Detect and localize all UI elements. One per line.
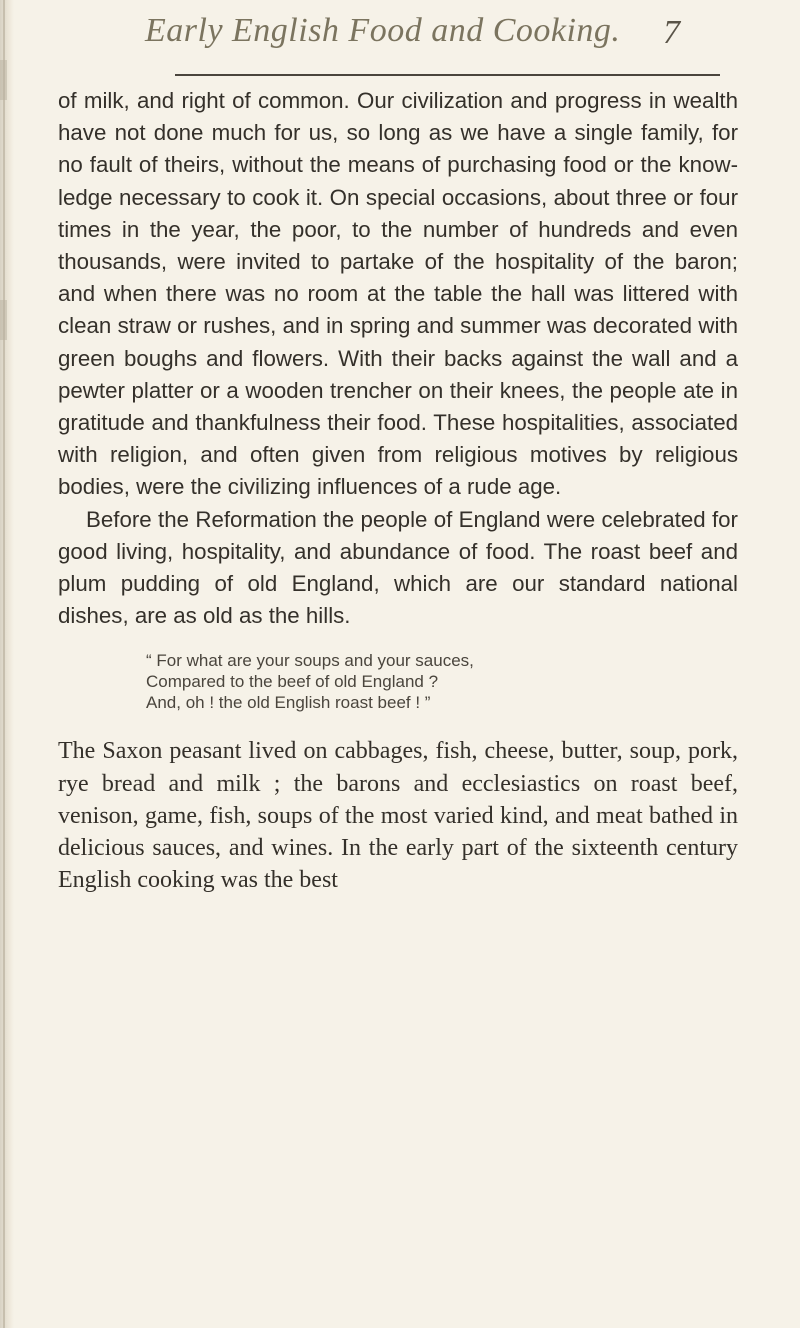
paragraph-3: The Saxon peasant lived on cabbages, fish, cheese, butter, soup, pork, rye bread and milk ; the barons and ecclesiastics on roast beef, venison, game, fish, soups of the most varied kind, and meat bathed in delicious sauces, and wines. In the early part of the sixteenth century English cooking was the best (58, 738, 738, 894)
page-gutter (0, 0, 14, 1328)
running-head (145, 10, 685, 60)
verse-line-3: And, oh ! the old English roast beef ! ” (146, 693, 431, 713)
verse-quotation (142, 650, 738, 713)
binding-shadow (0, 300, 7, 340)
binding-shadow (0, 60, 7, 100)
header-rule (175, 74, 720, 76)
binding-edge (3, 0, 5, 1328)
verse-line-2: Compared to the beef of old England ? (146, 672, 439, 692)
running-title: Early English Food and Cooking. (145, 12, 621, 49)
body-text (58, 85, 738, 896)
paragraph-2: Before the Reformation the people of England were celebrated for good living, hospitality, and abundance of food. The roast beef and plum pudding of old England, which are our standard national dishes, are as old as the hills. (58, 506, 738, 629)
verse-line-1: “ For what are your soups and your sauces, (146, 651, 474, 671)
paragraph-1: of milk, and right of common. Our civilization and progress in wealth have not done much for us, so long as we have a single family, for no fault of theirs, without the means of purchasing food or the know-ledge necessary to cook it. On special occasions, about three or four times in the year, the poor, to the number of hundreds and even thousands, were invited to partake of the hospitality of the baron; and when there was no room at the table the hall was littered with clean straw or rushes, and in spring and summer was decorated with green boughs and flowers. With their backs against the wall and a pewter platter or a wooden trencher on their knees, the people ate in gratitude and thankfulness their food. These hospitalities, associated with religion, and often given from religious motives by religious bodies, were the civilizing influences of a rude age. (58, 88, 738, 500)
page-number: 7 (663, 14, 680, 51)
